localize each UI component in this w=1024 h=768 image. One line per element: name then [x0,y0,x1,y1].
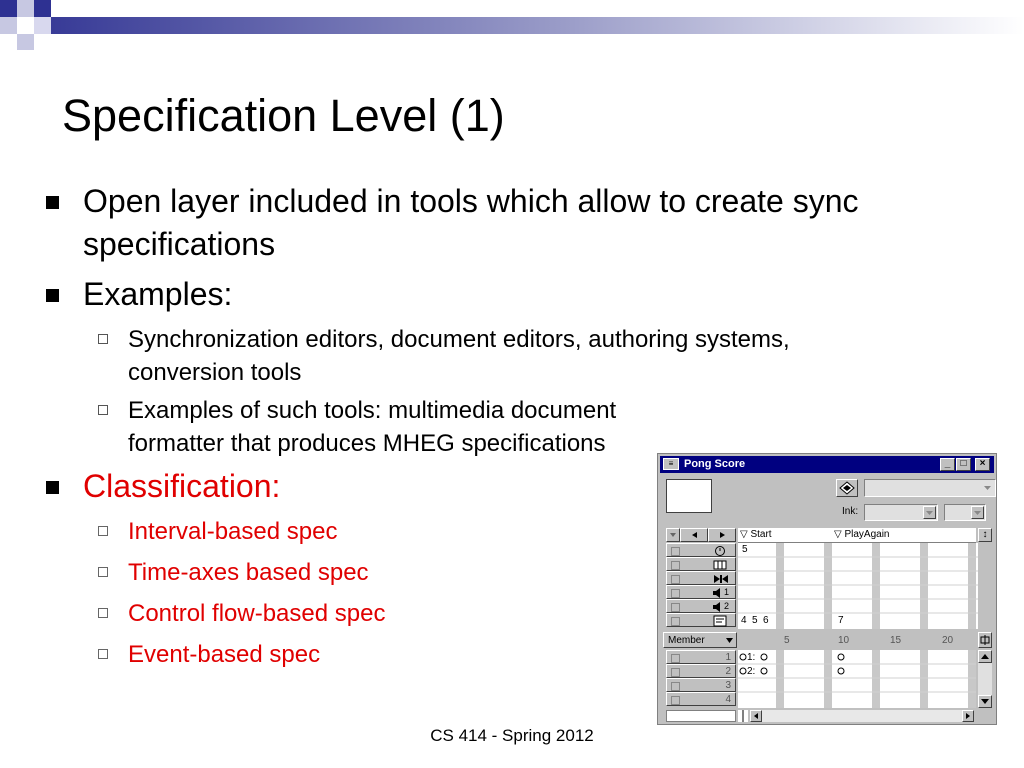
arrow-right-icon [963,711,973,721]
script-icon [713,615,727,627]
bullet-2-text: Examples: [83,276,233,312]
chevron-down-icon [725,636,734,645]
previous-marker-button[interactable] [680,528,708,542]
speaker-icon [713,588,721,598]
speaker-icon [713,602,721,612]
sub-bullet [44,323,904,389]
square-bullet-icon [46,196,59,209]
scroll-left-button[interactable] [750,710,762,722]
bullet-1 [44,180,904,266]
sprite-channel-number: 4 [725,694,731,705]
sprite-channel-column [666,650,736,710]
chevron-down-icon [972,507,983,518]
tempo-icon [713,545,727,557]
script-channel[interactable] [666,613,736,627]
transition-channel[interactable] [666,571,736,585]
square-bullet-icon [46,481,59,494]
score-window [657,453,997,725]
channel-toggle[interactable] [671,668,680,677]
channel-toggle[interactable] [671,682,680,691]
scroll-down-button[interactable] [978,695,992,708]
playhead-marker[interactable] [738,710,748,722]
hollow-square-bullet-icon [98,405,108,415]
close-button[interactable]: × [975,458,990,471]
script-dropdown-arrow[interactable] [981,481,994,495]
arrow-up-icon [979,651,991,662]
score-window-titlebar[interactable] [660,456,994,473]
sub-bullet-text: Event-based spec [128,641,321,668]
arrow-right-icon [709,529,735,541]
vertical-scrollbar[interactable] [978,650,992,708]
scroll-up-button[interactable] [978,650,992,663]
frame-number: 5 [784,635,790,646]
channel-toggle[interactable] [671,603,680,612]
hollow-square-bullet-icon [98,649,108,659]
channel-toggle[interactable] [671,547,680,556]
hollow-square-bullet-icon [98,608,108,618]
channel-toggle[interactable] [671,561,680,570]
slide-title: Specification Level (1) [62,90,505,141]
sprite-channel-3[interactable] [666,678,736,692]
zoom-button[interactable] [978,632,992,648]
sprite-channel-4[interactable] [666,692,736,706]
footer-text: CS 414 - Spring 2012 [430,726,594,745]
marker-start[interactable]: ▽ Start [740,529,772,540]
sprite-channel-number: 1 [725,652,731,663]
arrow-down-icon [979,696,991,707]
chevron-down-icon [981,481,994,495]
effects-channel-column [666,543,736,631]
channel-toggle[interactable] [671,575,680,584]
sub-bullet-text: Control flow-based spec [128,600,386,627]
member-display-select[interactable] [663,632,737,648]
sprite-cell-label: 2: [747,666,756,677]
sub-bullet-text: Interval-based spec [128,518,338,545]
square-bullet-icon [46,289,59,302]
script-cell-value: 5 [752,615,758,626]
bullet-2 [44,273,904,316]
hollow-square-bullet-icon [98,567,108,577]
slide-footer [0,726,1024,746]
frame-ruler[interactable] [738,632,976,648]
cast-thumbnail [666,479,712,513]
chevron-down-icon [667,529,679,541]
sprite-channel-number: 3 [725,680,731,691]
score-window-title: Pong Score [684,458,746,470]
bullet-1-text: Open layer included in tools which allow to create sync specifications [83,183,859,262]
channel-toggle[interactable] [671,589,680,598]
frame-number: 20 [942,635,954,646]
frame-number: 10 [838,635,850,646]
channel-toggle[interactable] [671,696,680,705]
ink-dropdown-button[interactable] [923,506,936,519]
blend-select[interactable] [944,504,986,521]
palette-icon [713,559,727,571]
script-field[interactable] [864,479,996,497]
sub-bullet [44,394,658,460]
marker-menu-button[interactable] [666,528,680,542]
next-marker-button[interactable] [708,528,736,542]
sprite-channel-2[interactable] [666,664,736,678]
marker-playagain-label: PlayAgain [844,529,890,540]
channel-toggle[interactable] [671,617,680,626]
sound-channel-number: 1 [724,587,730,597]
diamond-icon [837,480,857,496]
channel-scroll-strip[interactable] [666,710,736,722]
transition-icon [713,573,729,585]
sprite-channel-number: 2 [725,666,731,677]
channel-toggle[interactable] [671,654,680,663]
sub-bullet-text: Time-axes based spec [128,559,369,586]
frame-number: 15 [890,635,902,646]
marker-playagain[interactable]: ▽ PlayAgain [834,529,890,540]
minimize-button[interactable]: _ [940,458,955,471]
palette-channel[interactable] [666,557,736,571]
sub-bullet-text: Synchronization editors, document editors, authoring systems, conversion tools [128,326,790,386]
bullet-3-text: Classification: [83,468,281,504]
tempo-cell-value: 5 [742,544,748,555]
script-cell-value: 4 [741,615,747,626]
marker-resize-button[interactable] [978,528,992,542]
horizontal-scroll-track[interactable] [762,710,962,722]
sound-channel-1[interactable] [666,585,736,599]
sub-bullet-text: Examples of such tools: multimedia document formatter that produces MHEG specifications [128,397,617,457]
ink-label: Ink: [842,506,859,517]
marker-bar[interactable] [738,528,976,543]
zoom-icon [979,633,991,647]
blend-dropdown-button[interactable] [971,506,984,519]
tempo-channel[interactable] [666,543,736,557]
script-cell-value: 6 [763,615,769,626]
marker-start-label: Start [750,529,772,540]
sound-channel-number: 2 [724,601,730,611]
script-cell-value: 7 [838,615,844,626]
sound-channel-2[interactable] [666,599,736,613]
chevron-down-icon [924,507,935,518]
header-decoration [0,0,1024,50]
arrow-left-icon [751,711,761,721]
hollow-square-bullet-icon [98,334,108,344]
sprite-grid[interactable] [738,650,976,708]
arrow-left-icon [681,529,707,541]
ink-select[interactable] [864,504,938,521]
playhead-icon [738,710,748,722]
maximize-button[interactable]: □ [956,458,971,471]
sprite-channel-1[interactable] [666,650,736,664]
effects-grid[interactable] [738,543,978,629]
resize-vertical-icon: ↕ [982,529,988,540]
hollow-square-bullet-icon [98,526,108,536]
script-button[interactable] [836,479,858,497]
member-label: Member [668,635,705,646]
scroll-right-button[interactable] [962,710,974,722]
sprite-cell-label: 1: [747,652,756,663]
score-window-icon: ≡ [663,458,679,470]
